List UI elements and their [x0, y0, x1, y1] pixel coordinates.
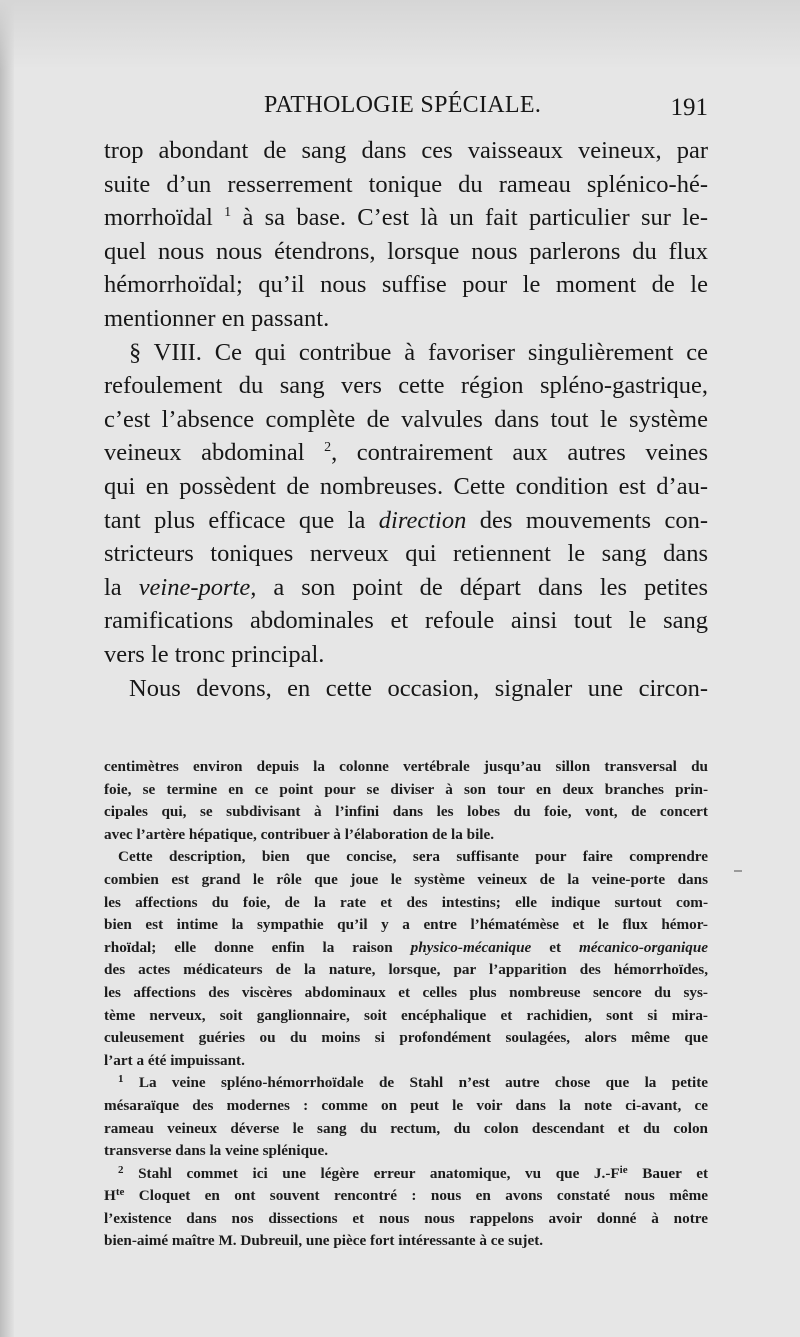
footnote-ref-2: 2	[324, 440, 332, 456]
text-fragment: à sa base. C’est là un fait particulier sur le-	[242, 204, 709, 232]
text-line: quel nous nous étendrons, lorsque nous parlerons du flux	[104, 237, 708, 265]
note-line: cipales qui, se subdivisant à l’infini dans les lobes du foie, vont, de concert	[104, 803, 708, 821]
italic-term: veine-porte,	[138, 573, 257, 601]
footnote-1	[104, 1072, 708, 1162]
paragraph-section-viii	[104, 336, 708, 672]
footnote-marker-2: 2	[118, 1163, 124, 1176]
note-fragment: et	[549, 938, 562, 956]
footnote-2	[104, 1163, 708, 1253]
text-line	[104, 436, 708, 470]
superscript-abbrev: ie	[619, 1163, 628, 1176]
note-line	[104, 937, 708, 960]
page-header	[104, 92, 708, 124]
text-fragment: des mouvements con-	[479, 506, 708, 534]
note-line: l’existence dans nos dissections et nous nous rappelons avoir donné à notre	[104, 1209, 708, 1227]
text-line: hémorrhoïdal; qu’il nous suffise pour le moment de le	[104, 271, 708, 299]
text-fragment: , contrairement aux autres veines	[331, 439, 708, 467]
note-fragment: Stahl commet ici une légère erreur anatomique, vu que J.-F	[138, 1164, 620, 1182]
note-line	[104, 1185, 708, 1208]
note-line: bien-aimé maître M. Dubreuil, une pièce fort intéressante à ce sujet.	[104, 1232, 544, 1250]
superscript-abbrev: te	[115, 1186, 125, 1199]
note-fragment: H	[104, 1187, 116, 1205]
note-fragment: La veine spléno-hémorrhoïdale de Stahl n’est autre chose que la petite	[138, 1074, 709, 1092]
note-fragment: Bauer et	[642, 1164, 708, 1182]
note-line: des actes médicateurs de la nature, lorsque, par l’apparition des hémorrhoïdes,	[104, 961, 708, 979]
text-line: suite d’un resserrement tonique du rameau splénico-hé-	[104, 170, 708, 198]
text-line: mentionner en passant.	[104, 304, 330, 332]
note-line: les affections du foie, de la rate et des intestins; elle indique surtout com-	[104, 893, 708, 911]
paragraph-final	[104, 672, 708, 706]
note-line: les affections des viscères abdominaux et celles plus nombreuse sencore du sys-	[104, 983, 708, 1001]
text-fragment: la	[104, 573, 122, 601]
text-line	[104, 201, 708, 235]
footnote-ref-1: 1	[224, 205, 232, 221]
note-line	[104, 1072, 708, 1095]
note-line: bien est intime la sympathie qu’il y a entre l’hématémèse et le flux hémor-	[104, 916, 708, 934]
text-line: trop abondant de sang dans ces vaisseaux veineux, par	[104, 137, 708, 164]
note-line: Cette description, bien que concise, sera suffisante pour faire comprendre	[118, 848, 708, 866]
note-line	[104, 1163, 708, 1186]
text-fragment: veineux abdominal	[104, 439, 305, 467]
text-line: ramifications abdominales et refoule ainsi tout le sang	[104, 607, 708, 635]
paragraph-continuation	[104, 134, 708, 336]
text-line: qui en possèdent de nombreuses. Cette condition est d’au-	[104, 472, 708, 500]
text-line: Nous devons, en cette occasion, signaler une circon-	[129, 674, 708, 702]
footnotes	[104, 756, 708, 1253]
text-line: c’est l’absence complète de valvules dans tout le système	[104, 405, 708, 433]
page-number: 191	[670, 94, 708, 121]
note-fragment: rhoïdal; elle donne enfin la raison	[104, 938, 393, 956]
note-line: rameau veineux déverse le sang du rectum, du colon descendant et du colon	[104, 1119, 708, 1137]
text-line	[104, 571, 708, 605]
text-line: vers le tronc principal.	[104, 640, 325, 668]
main-text	[104, 134, 708, 705]
footnote-marker-1: 1	[118, 1073, 124, 1086]
note-line: l’art a été impuissant.	[104, 1051, 245, 1069]
note-line: centimètres environ depuis la colonne vertébrale jusqu’au sillon transversal du	[104, 758, 708, 775]
margin-mark	[734, 870, 742, 872]
note-fragment: Cloquet en ont souvent rencontré : nous en avons constaté nous même	[138, 1187, 708, 1205]
note-line: tème nerveux, soit ganglionnaire, soit encéphalique et rachidien, sont si mira-	[104, 1006, 708, 1024]
running-head: PATHOLOGIE SPÉCIALE.	[264, 92, 542, 118]
italic-term: mécanico-organique	[578, 938, 709, 956]
note-line: avec l’artère hépatique, contribuer à l’élaboration de la bile.	[104, 825, 495, 843]
text-fragment: morrhoïdal	[104, 204, 213, 232]
note-line: mésaraïque des modernes : comme on peut le voir dans la note ci-avant, ce	[104, 1096, 708, 1114]
note-line: transverse dans la veine splénique.	[104, 1142, 329, 1160]
text-fragment: a son point de départ dans les petites	[273, 573, 709, 601]
text-line: § VIII. Ce qui contribue à favoriser singulièrement ce	[129, 338, 708, 366]
note-line: culeusement guéries ou du moins si profondément soulagées, alors même que	[104, 1029, 708, 1047]
note-line: combien est grand le rôle que joue le système veineux de la veine-porte dans	[104, 870, 708, 888]
text-fragment: tant plus efficace que la	[104, 506, 366, 534]
text-line	[104, 504, 708, 538]
text-line: refoulement du sang vers cette région spléno-gastrique,	[104, 372, 708, 400]
text-line: stricteurs toniques nerveux qui retiennent le sang dans	[104, 540, 708, 568]
note-continuation	[104, 756, 708, 846]
italic-term: direction	[378, 506, 467, 534]
note-line: foie, se termine en ce point pour se diviser à son tour en deux branches prin-	[104, 780, 708, 798]
italic-term: physico-mécanique	[410, 938, 532, 956]
note-description	[104, 846, 708, 1072]
